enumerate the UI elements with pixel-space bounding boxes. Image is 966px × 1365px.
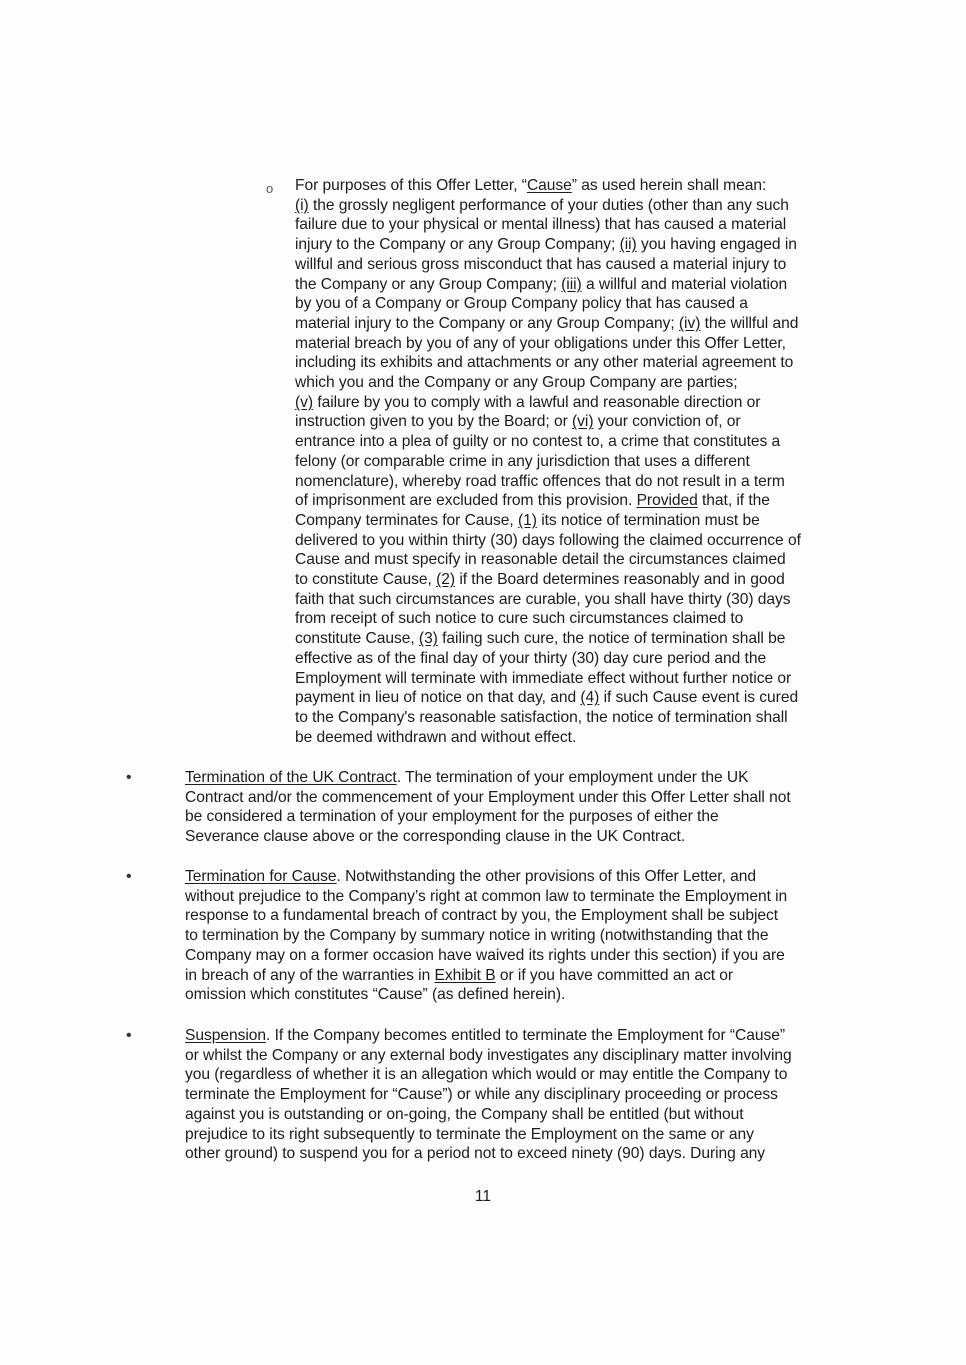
cause-definition-paragraph	[295, 176, 863, 747]
text-run: prejudice to its right subsequently to terminate the Employment on the same or any	[185, 1125, 754, 1143]
text-line	[295, 590, 863, 610]
text-run: the Company or any Group Company;	[295, 275, 562, 293]
underlined-term: (2)	[436, 571, 456, 589]
text-run: nomenclature), whereby road traffic offences that do not result in a term	[295, 472, 785, 490]
text-run: response to a fundamental breach of contract by you, the Employment shall be subject	[185, 907, 779, 925]
underlined-term: Suspension	[185, 1027, 266, 1044]
text-line	[295, 629, 863, 649]
text-run: . The termination of your employment under the UK	[396, 769, 749, 786]
text-run: other ground) to suspend you for a period not to exceed ninety (90) days. During any	[185, 1145, 766, 1163]
text-run: to constitute Cause,	[295, 571, 437, 589]
text-run: delivered to you within thirty (30) days following the claimed occurrence of	[295, 531, 801, 549]
underlined-term: (iii)	[561, 275, 582, 293]
text-run: Company may on a former occasion have waived its rights under this section) if you are	[185, 946, 785, 964]
text-run: including its exhibits and attachments or any other material agreement to	[295, 354, 794, 372]
text-run: payment in lieu of notice on that day, and	[295, 689, 581, 707]
text-line	[185, 1026, 865, 1046]
text-run: ” as used herein shall mean:	[571, 177, 767, 194]
text-line	[185, 887, 865, 907]
text-run: or if you have committed an act or	[495, 966, 734, 984]
text-line	[185, 807, 865, 827]
text-line	[185, 906, 865, 926]
text-line	[295, 393, 863, 413]
underlined-term: (3)	[418, 630, 438, 648]
text-line	[295, 294, 863, 314]
text-run: failure by you to comply with a lawful and reasonable direction or	[313, 393, 761, 411]
text-line	[295, 609, 863, 629]
text-run: For purposes of this Offer Letter, “	[295, 177, 527, 194]
text-run: from receipt of such notice to cure such circumstances claimed to	[295, 610, 744, 628]
text-line	[185, 867, 865, 887]
text-run: be deemed withdrawn and without effect.	[295, 728, 577, 746]
text-line	[185, 768, 865, 788]
suspension-paragraph	[185, 1026, 865, 1164]
underlined-term: Termination for Cause	[185, 868, 337, 885]
text-line	[295, 472, 863, 492]
bullet-icon: •	[126, 1027, 132, 1044]
underlined-term: (1)	[517, 511, 537, 529]
text-line	[295, 176, 863, 196]
text-run: failure due to your physical or mental illness) that has caused a material	[295, 216, 787, 234]
text-run: be considered a termination of your employment for the purposes of either the	[185, 808, 719, 826]
text-run: which you and the Company or any Group Company are parties;	[295, 374, 738, 392]
text-run: instruction given to you by the Board; or	[295, 413, 573, 431]
text-line	[295, 688, 863, 708]
text-run: in breach of any of the warranties in	[185, 966, 435, 984]
underlined-term: (iv)	[678, 314, 701, 332]
text-line	[185, 827, 865, 847]
text-run: failing such cure, the notice of termination shall be	[437, 630, 786, 648]
underlined-term: Termination of the UK Contract	[185, 769, 397, 786]
bullet-icon: •	[126, 769, 132, 786]
text-run: effective as of the final day of your thirty (30) day cure period and the	[295, 649, 767, 667]
text-line	[295, 649, 863, 669]
text-run: or whilst the Company or any external body investigates any disciplinary matter involving	[185, 1046, 792, 1064]
underlined-term: (v)	[295, 393, 314, 411]
underlined-term: (4)	[580, 689, 600, 707]
text-line	[185, 946, 865, 966]
text-line	[295, 235, 863, 255]
text-line	[295, 728, 863, 748]
text-run: constitute Cause,	[295, 630, 419, 648]
text-run: Cause and must specify in reasonable detail the circumstances claimed	[295, 551, 786, 569]
text-run: . If the Company becomes entitled to terminate the Employment for “Cause”	[266, 1027, 785, 1044]
text-run: willful and serious gross misconduct that has caused a material injury to	[295, 255, 787, 273]
text-line	[295, 196, 863, 216]
text-run: if the Board determines reasonably and in good	[455, 571, 785, 589]
text-run: its notice of termination must be	[536, 511, 760, 529]
text-line	[295, 708, 863, 728]
text-run: without prejudice to the Company’s right at common law to terminate the Employment in	[185, 887, 788, 905]
text-line	[185, 788, 865, 808]
text-run: . Notwithstanding the other provisions of this Offer Letter, and	[336, 868, 757, 885]
text-run: terminate the Employment for “Cause”) or while any disciplinary proceeding or process	[185, 1086, 778, 1104]
text-run: by you of a Company or Group Company policy that has caused a	[295, 295, 748, 313]
text-line	[295, 255, 863, 275]
text-run: entrance into a plea of guilty or no contest to, a crime that constitutes a	[295, 433, 781, 451]
text-run: your conviction of, or	[593, 413, 741, 431]
text-line	[185, 966, 865, 986]
termination-for-cause-paragraph	[185, 867, 865, 1005]
text-line	[295, 531, 863, 551]
termination-uk-contract-paragraph	[185, 768, 865, 847]
text-line	[295, 215, 863, 235]
text-run: Employment will terminate with immediate effect without further notice or	[295, 669, 792, 687]
text-run: if such Cause event is cured	[599, 689, 799, 707]
text-line	[185, 985, 865, 1005]
text-line	[295, 570, 863, 590]
text-line	[295, 511, 863, 531]
text-line	[295, 412, 863, 432]
text-run: a willful and material violation	[581, 275, 788, 293]
text-line	[295, 275, 863, 295]
text-line	[185, 1105, 865, 1125]
underlined-term: (ii)	[619, 236, 637, 254]
text-run: to the Company's reasonable satisfaction, the notice of termination shall	[295, 708, 788, 726]
underlined-term: Cause	[526, 177, 572, 194]
underlined-term: Exhibit B	[434, 966, 496, 984]
text-line	[295, 353, 863, 373]
text-line	[295, 491, 863, 511]
bullet-icon: •	[126, 868, 132, 885]
text-line	[295, 314, 863, 334]
text-run: faith that such circumstances are curable, you shall have thirty (30) days	[295, 590, 791, 608]
text-line	[295, 452, 863, 472]
text-line	[185, 1065, 865, 1085]
text-run: Contract and/or the commencement of your Employment under this Offer Letter shall not	[185, 788, 791, 806]
text-line	[295, 432, 863, 452]
text-run: you (regardless of whether it is an allegation which would or may entitle the Company to	[185, 1066, 788, 1084]
text-run: the grossly negligent performance of your duties (other than any such	[308, 196, 789, 214]
text-line	[185, 1125, 865, 1145]
underlined-term: (i)	[295, 196, 309, 214]
text-line	[295, 669, 863, 689]
text-run: felony (or comparable crime in any jurisdiction that uses a different	[295, 452, 750, 470]
text-run: omission which constitutes “Cause” (as defined herein).	[185, 986, 566, 1004]
text-run: material injury to the Company or any Group Company;	[295, 314, 679, 332]
text-line	[185, 1085, 865, 1105]
text-line	[295, 550, 863, 570]
text-run: you having engaged in	[636, 236, 797, 254]
text-run: Company terminates for Cause,	[295, 511, 518, 529]
text-line	[185, 1144, 865, 1164]
text-run: the willful and	[700, 314, 799, 332]
text-line	[185, 1046, 865, 1066]
text-run: that, if the	[697, 492, 770, 510]
text-run: against you is outstanding or on-going, the Company shall be entitled (but without	[185, 1105, 744, 1123]
text-run: injury to the Company or any Group Company;	[295, 236, 620, 254]
text-run: of imprisonment are excluded from this provision.	[295, 492, 637, 510]
text-run: Severance clause above or the corresponding clause in the UK Contract.	[185, 828, 686, 846]
circle-bullet-icon: o	[266, 181, 274, 196]
underlined-term: (vi)	[572, 413, 594, 431]
page-number: 11	[474, 1188, 492, 1205]
text-run: to termination by the Company by summary notice in writing (notwithstanding that the	[185, 927, 769, 945]
text-run: material breach by you of any of your obligations under this Offer Letter,	[295, 334, 786, 352]
text-line	[295, 373, 863, 393]
text-line	[185, 926, 865, 946]
underlined-term: Provided	[636, 492, 698, 510]
text-line	[295, 334, 863, 354]
